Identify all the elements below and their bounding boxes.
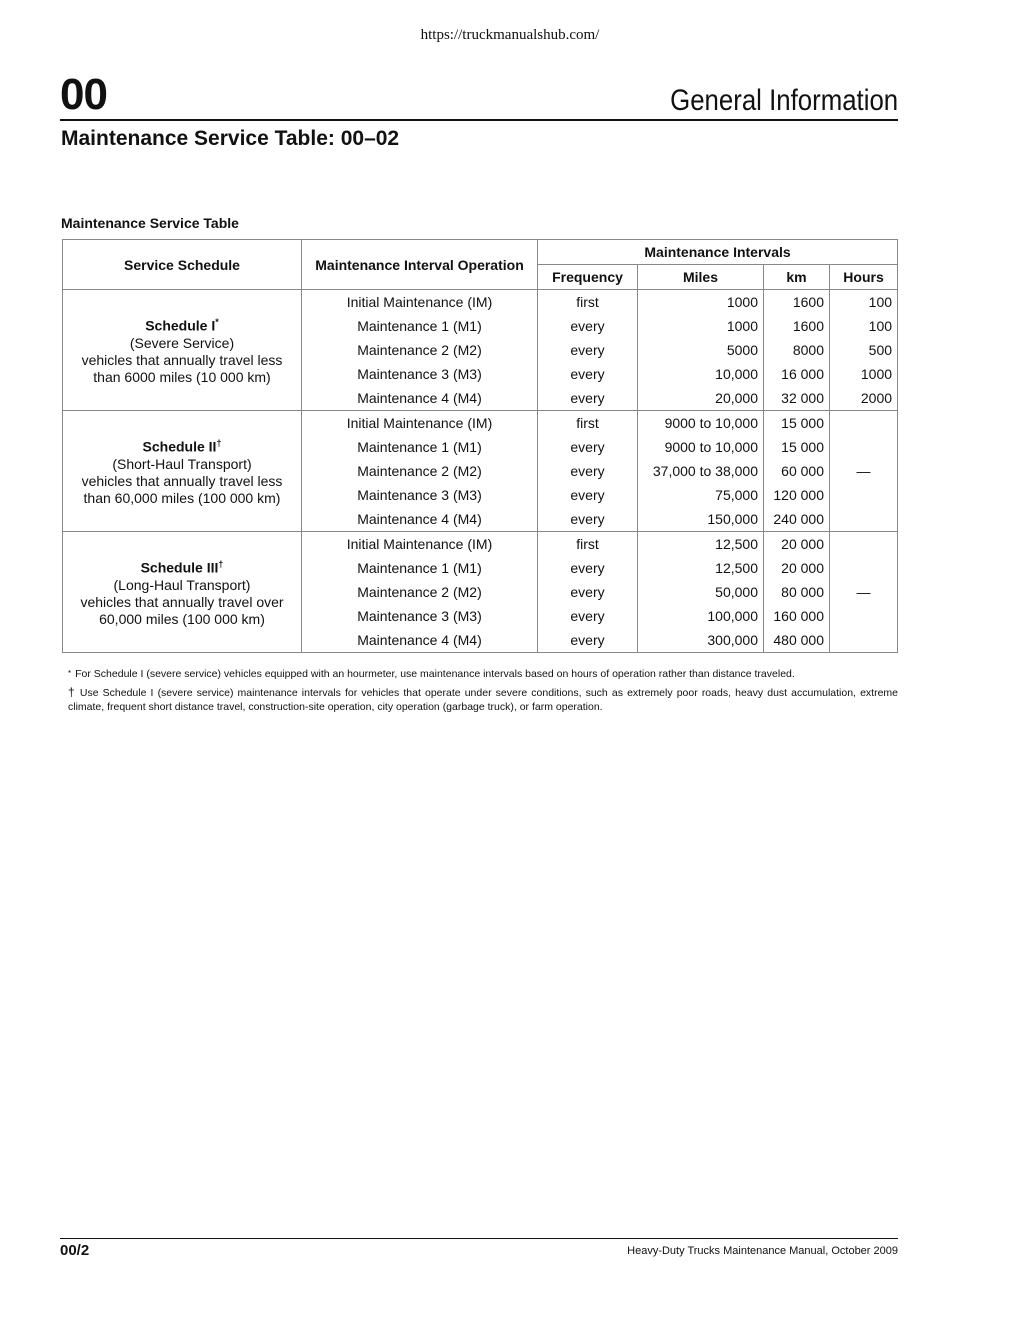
- km-cell: 120 000: [764, 483, 830, 507]
- frequency-cell: every: [538, 628, 638, 653]
- footer-rule: [60, 1238, 898, 1239]
- header-frequency: Frequency: [538, 265, 638, 290]
- miles-cell: 75,000: [638, 483, 764, 507]
- chapter-number: 00: [60, 70, 107, 119]
- km-cell: 60 000: [764, 459, 830, 483]
- header-intervals: Maintenance Intervals: [538, 240, 898, 265]
- operation-cell: Maintenance 2 (M2): [302, 459, 538, 483]
- schedule-cell: [63, 532, 302, 653]
- schedule-description: vehicles that annually travel over: [80, 593, 284, 610]
- km-cell: 15 000: [764, 435, 830, 459]
- hours-cell: 2000: [830, 386, 898, 411]
- miles-cell: 37,000 to 38,000: [638, 459, 764, 483]
- schedule-footnote-mark: †: [218, 559, 224, 570]
- km-cell: 32 000: [764, 386, 830, 411]
- schedule-description: (Severe Service): [129, 334, 235, 351]
- km-cell: 16 000: [764, 362, 830, 386]
- source-url: https://truckmanualshub.com/: [420, 27, 600, 43]
- operation-cell: Maintenance 4 (M4): [302, 507, 538, 532]
- schedule-name: [68, 556, 296, 577]
- km-cell: 1600: [764, 314, 830, 338]
- section-title: Maintenance Service Table: 00–02: [61, 127, 400, 150]
- header-service-schedule: Service Schedule: [63, 240, 302, 290]
- schedule-description: vehicles that annually travel less: [81, 351, 283, 368]
- km-cell: 20 000: [764, 556, 830, 580]
- frequency-cell: every: [538, 314, 638, 338]
- miles-cell: 10,000: [638, 362, 764, 386]
- hours-cell: —: [830, 411, 898, 532]
- hours-cell: 100: [830, 290, 898, 315]
- operation-cell: Initial Maintenance (IM): [302, 290, 538, 315]
- frequency-cell: every: [538, 435, 638, 459]
- frequency-cell: every: [538, 459, 638, 483]
- operation-cell: Maintenance 1 (M1): [302, 556, 538, 580]
- hours-cell: —: [830, 532, 898, 653]
- footnote-2-text: Use Schedule I (severe service) maintenance intervals for vehicles that operate under severe conditions, such as extremely poor roads, heavy dust accumulation, extreme climate, frequent short distance travel, construction-site operation, city operation (garbage truck), or farm operation.: [68, 687, 898, 713]
- schedule-description: (Short-Haul Transport): [112, 455, 252, 472]
- chapter-title: General Information: [669, 84, 898, 117]
- schedule-description: (Long-Haul Transport): [113, 576, 251, 593]
- footnote-1-mark: *: [68, 669, 72, 678]
- km-cell: 160 000: [764, 604, 830, 628]
- header-km: km: [764, 265, 830, 290]
- frequency-cell: every: [538, 556, 638, 580]
- frequency-cell: first: [538, 411, 638, 436]
- frequency-cell: every: [538, 483, 638, 507]
- operation-cell: Maintenance 2 (M2): [302, 338, 538, 362]
- operation-cell: Maintenance 4 (M4): [302, 386, 538, 411]
- operation-cell: Maintenance 3 (M3): [302, 362, 538, 386]
- schedule-cell: [63, 290, 302, 411]
- km-cell: 80 000: [764, 580, 830, 604]
- km-cell: 240 000: [764, 507, 830, 532]
- miles-cell: 9000 to 10,000: [638, 435, 764, 459]
- km-cell: 8000: [764, 338, 830, 362]
- miles-cell: 5000: [638, 338, 764, 362]
- schedule-description: than 6000 miles (10 000 km): [93, 368, 271, 385]
- table-body: [63, 290, 898, 653]
- schedule-name-text: Schedule II: [142, 438, 217, 455]
- header-rule: [60, 119, 898, 121]
- table-caption: Maintenance Service Table: [61, 215, 239, 231]
- miles-cell: 12,500: [638, 556, 764, 580]
- miles-cell: 50,000: [638, 580, 764, 604]
- table-row: [63, 411, 898, 436]
- miles-cell: 100,000: [638, 604, 764, 628]
- km-cell: 480 000: [764, 628, 830, 653]
- frequency-cell: every: [538, 604, 638, 628]
- operation-cell: Initial Maintenance (IM): [302, 532, 538, 557]
- table-row: [63, 532, 898, 557]
- footnote-1-text: For Schedule I (severe service) vehicles equipped with an hourmeter, use maintenance intervals based on hours of operation rather than distance traveled.: [75, 668, 795, 680]
- schedule-description: vehicles that annually travel less: [81, 472, 283, 489]
- footnote-2-mark: †: [68, 685, 76, 699]
- maintenance-service-table: [62, 239, 898, 653]
- header-hours: Hours: [830, 265, 898, 290]
- miles-cell: 150,000: [638, 507, 764, 532]
- table-row: [63, 290, 898, 315]
- hours-cell: 500: [830, 338, 898, 362]
- frequency-cell: first: [538, 290, 638, 315]
- schedule-name-text: Schedule III: [140, 559, 219, 576]
- miles-cell: 20,000: [638, 386, 764, 411]
- km-cell: 1600: [764, 290, 830, 315]
- operation-cell: Maintenance 1 (M1): [302, 435, 538, 459]
- frequency-cell: every: [538, 338, 638, 362]
- schedule-name: [68, 314, 296, 335]
- header-operation: Maintenance Interval Operation: [302, 240, 538, 290]
- operation-cell: Maintenance 3 (M3): [302, 483, 538, 507]
- footnote-2: [68, 685, 898, 714]
- frequency-cell: every: [538, 362, 638, 386]
- header-miles: Miles: [638, 265, 764, 290]
- footnotes: [68, 667, 898, 714]
- km-cell: 15 000: [764, 411, 830, 436]
- schedule-description: than 60,000 miles (100 000 km): [83, 489, 281, 506]
- operation-cell: Maintenance 2 (M2): [302, 580, 538, 604]
- schedule-name-text: Schedule I: [145, 317, 216, 334]
- manual-title: Heavy-Duty Trucks Maintenance Manual, October 2009: [627, 1245, 898, 1257]
- schedule-name: [68, 435, 296, 456]
- frequency-cell: every: [538, 507, 638, 532]
- schedule-footnote-mark: †: [216, 438, 222, 449]
- miles-cell: 1000: [638, 314, 764, 338]
- miles-cell: 1000: [638, 290, 764, 315]
- km-cell: 20 000: [764, 532, 830, 557]
- operation-cell: Initial Maintenance (IM): [302, 411, 538, 436]
- page-number: 00/2: [60, 1242, 90, 1259]
- operation-cell: Maintenance 1 (M1): [302, 314, 538, 338]
- schedule-footnote-mark: *: [215, 317, 219, 328]
- operation-cell: Maintenance 3 (M3): [302, 604, 538, 628]
- hours-cell: 1000: [830, 362, 898, 386]
- operation-cell: Maintenance 4 (M4): [302, 628, 538, 653]
- hours-cell: 100: [830, 314, 898, 338]
- miles-cell: 12,500: [638, 532, 764, 557]
- frequency-cell: every: [538, 386, 638, 411]
- miles-cell: 9000 to 10,000: [638, 411, 764, 436]
- schedule-description: 60,000 miles (100 000 km): [99, 610, 265, 627]
- miles-cell: 300,000: [638, 628, 764, 653]
- schedule-cell: [63, 411, 302, 532]
- frequency-cell: every: [538, 580, 638, 604]
- frequency-cell: first: [538, 532, 638, 557]
- footnote-1: [68, 667, 898, 681]
